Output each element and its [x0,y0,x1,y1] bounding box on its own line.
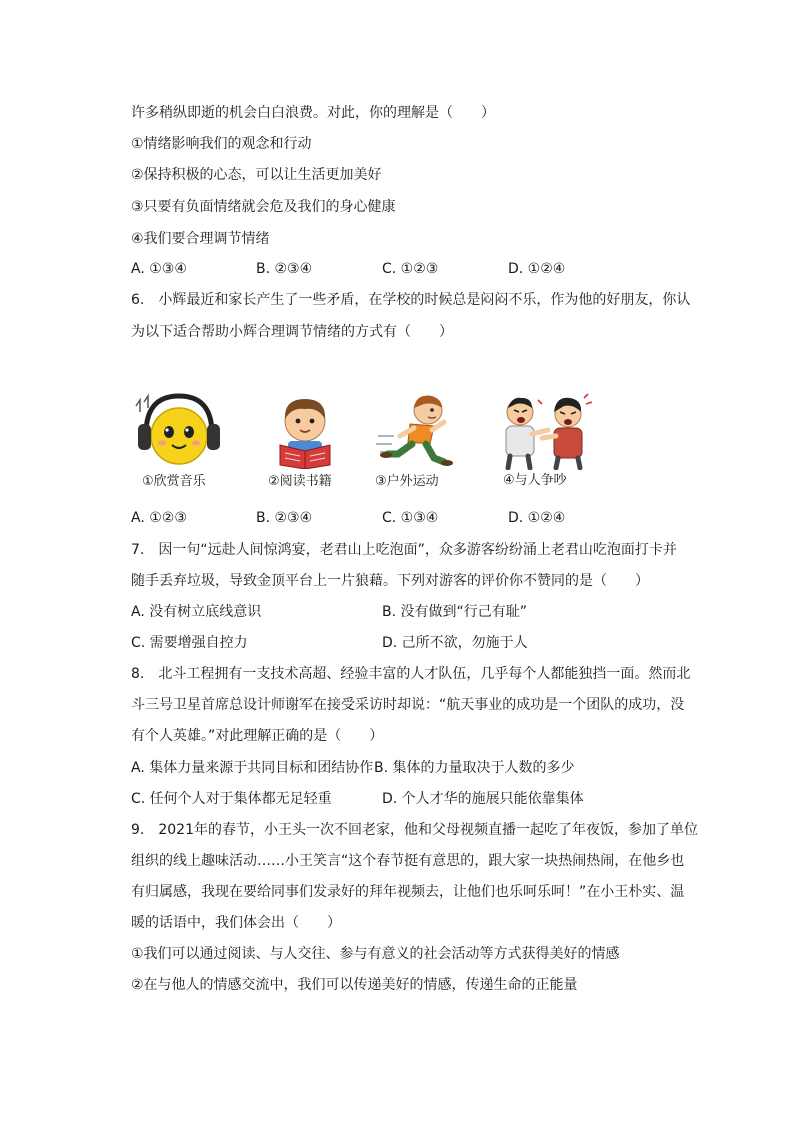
q8-option-a: A. 集体力量来源于共同目标和团结协作 [131,760,374,776]
q6-option-c: C. ①③④ [382,510,439,526]
q5-item-3: ③只要有负面情绪就会危及我们的身心健康 [131,199,396,215]
q6-option-b: B. ②③④ [256,510,313,526]
q9-stem-line-3: 有归属感，我现在要给同事们发录好的拜年视频去，让他们也乐呵乐呵！”在小王朴实、温 [131,884,685,900]
people-arguing-illustration [494,392,594,470]
q6-caption-3: ③户外运动 [375,474,439,489]
q9-stem-line-2: 组织的线上趣味活动……小王笑言“这个春节挺有意思的，跟大家一块热闹热闹，在他乡也 [131,853,685,869]
boy-running-illustration [374,392,458,472]
music-headphones-illustration [134,392,224,468]
q6-caption-4: ④与人争吵 [503,473,567,488]
q5-item-2: ②保持积极的心态，可以让生活更加美好 [131,167,382,183]
q8-stem-line-2: 斗三号卫星首席总设计师谢军在接受采访时却说：“航天事业的成功是一个团队的成功，没 [131,697,685,713]
q6-option-a: A. ①②③ [131,510,187,526]
q6-caption-2: ②阅读书籍 [268,474,332,489]
q6-caption-1: ①欣赏音乐 [142,474,206,489]
q5-option-d: D. ①②④ [508,261,566,277]
q7-option-a: A. 没有树立底线意识 [131,604,262,620]
q6-stem-line-2: 为以下适合帮助小辉合理调节情绪的方式有（ ） [131,324,453,340]
q5-option-c: C. ①②③ [382,261,439,277]
q5-stem-tail: 许多稍纵即逝的机会白白浪费。对此，你的理解是（ ） [131,105,495,121]
q7-option-b: B. 没有做到“行己有耻” [382,604,528,620]
q6-option-d: D. ①②④ [508,510,566,526]
q5-option-b: B. ②③④ [256,261,313,277]
q5-item-1: ①情绪影响我们的观念和行动 [131,136,312,152]
q7-option-d: D. 己所不欲，勿施于人 [382,635,528,651]
q7-stem-line-2: 随手丢弃垃圾，导致金顶平台上一片狼藉。下列对游客的评价你不赞同的是（ ） [131,573,649,589]
q5-item-4: ④我们要合理调节情绪 [131,231,270,247]
boy-reading-illustration [268,393,342,469]
q9-item-1: ①我们可以通过阅读、与人交往、参与有意义的社会活动等方式获得美好的情感 [131,946,620,962]
q8-stem-line-1: 8. 北斗工程拥有一支技术高超、经验丰富的人才队伍，几乎每个人都能独挡一面。然而北 [131,666,691,682]
q8-stem-line-3: 有个人英雄。”对此理解正确的是（ ） [131,728,384,744]
q7-option-c: C. 需要增强自控力 [131,635,248,651]
q8-option-d: D. 个人才华的施展只能依靠集体 [382,791,584,807]
q9-stem-line-1: 9. 2021年的春节，小王头一次不回老家，他和父母视频直播一起吃了年夜饭，参加了单位 [131,822,698,838]
q9-item-2: ②在与他人的情感交流中，我们可以传递美好的情感，传递生命的正能量 [131,977,578,993]
q8-option-b: B. 集体的力量取决于人数的多少 [374,760,575,776]
q7-stem-line-1: 7. 因一句“远赴人间惊鸿宴，老君山上吃泡面”，众多游客纷纷涌上老君山吃泡面打卡并 [131,542,677,558]
q8-option-c: C. 任何个人对于集体都无足轻重 [131,791,332,807]
q6-stem-line-1: 6. 小辉最近和家长产生了一些矛盾，在学校的时候总是闷闷不乐，作为他的好朋友，你认 [131,292,691,308]
q9-stem-line-4: 暖的话语中，我们体会出（ ） [131,915,341,931]
q5-option-a: A. ①③④ [131,261,187,277]
